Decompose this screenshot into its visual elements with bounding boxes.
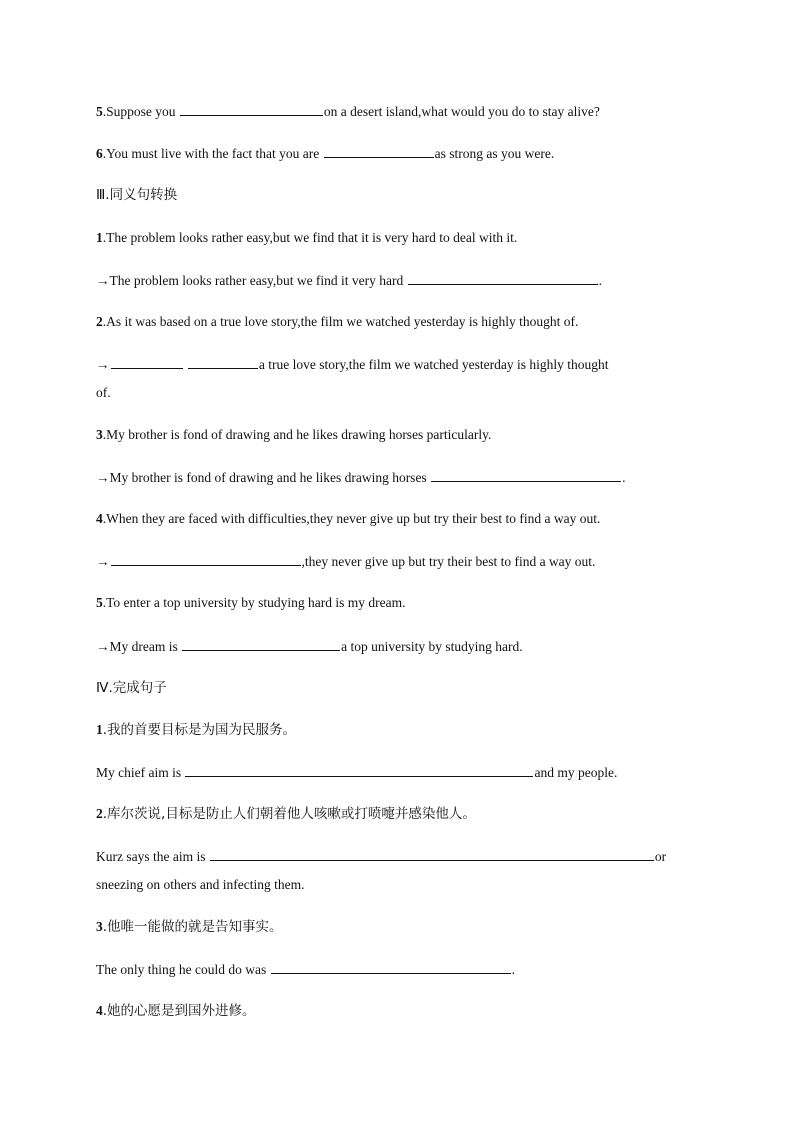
section-heading: Ⅲ.同义句转换	[96, 187, 178, 203]
answer-text: or	[654, 849, 667, 864]
s3-rewrite-5	[96, 637, 523, 656]
rewrite-text: →The problem looks rather easy,but we find it very hard	[96, 273, 407, 288]
question-text: .You must live with the fact that you are	[102, 146, 323, 161]
arrow: →	[96, 357, 110, 372]
answer-text: and my people.	[534, 765, 618, 780]
punctuation: .	[598, 273, 603, 288]
question-text: .My brother is fond of drawing and he likes drawing horses particularly.	[102, 427, 492, 442]
answer-blank[interactable]	[431, 468, 621, 482]
s4-answer-2-cont: sneezing on others and infecting them.	[96, 877, 305, 892]
s4-question-4	[96, 1002, 256, 1020]
question-text: as strong as you were.	[434, 146, 555, 161]
answer-blank[interactable]	[188, 355, 258, 369]
question-text: .As it was based on a true love story,the film we watched yesterday is highly thought of.	[102, 314, 579, 329]
arrow: →	[96, 554, 110, 569]
answer-blank[interactable]	[111, 552, 301, 566]
s4-question-2	[96, 805, 476, 823]
rewrite-text: →My dream is	[96, 639, 182, 654]
question-number: 5	[96, 104, 103, 119]
s3-rewrite-2	[96, 355, 609, 374]
s3-question-1	[96, 229, 517, 247]
question-number: 2	[96, 314, 103, 329]
answer-blank[interactable]	[324, 144, 434, 158]
answer-blank[interactable]	[210, 847, 654, 861]
s3-question-3	[96, 426, 491, 444]
s4-answer-1	[96, 763, 617, 782]
answer-text: The only thing he could do was	[96, 962, 270, 977]
s3-rewrite-1	[96, 271, 602, 290]
s4-question-3	[96, 918, 283, 936]
s3-question-4	[96, 510, 600, 528]
punctuation: .	[622, 470, 626, 485]
answer-blank[interactable]	[182, 637, 340, 651]
chinese-prompt: .我的首要目标是为国为民服务。	[102, 722, 297, 738]
exercise-5	[96, 102, 600, 121]
s3-rewrite-2-cont: of.	[96, 385, 111, 400]
question-number: 5	[96, 595, 103, 610]
question-text: .To enter a top university by studying hard is my dream.	[102, 595, 406, 610]
rewrite-text: →My brother is fond of drawing and he likes drawing horses	[96, 470, 431, 485]
question-number: 4	[96, 1003, 103, 1018]
answer-blank[interactable]	[180, 102, 323, 116]
s4-answer-3	[96, 960, 515, 979]
s3-question-5	[96, 594, 406, 612]
exercise-6	[96, 144, 554, 163]
rewrite-text: a true love story,the film we watched yesterday is highly thought	[258, 357, 609, 372]
question-number: 2	[96, 806, 103, 821]
section-heading: Ⅳ.完成句子	[96, 680, 167, 696]
question-text: on a desert island,what would you do to stay alive?	[323, 104, 600, 119]
question-number: 1	[96, 230, 103, 245]
rewrite-text: a top university by studying hard.	[341, 639, 523, 654]
chinese-prompt: .库尔茨说,目标是防止人们朝着他人咳嗽或打喷嚏并感染他人。	[102, 806, 476, 822]
answer-blank[interactable]	[408, 271, 598, 285]
question-text: .The problem looks rather easy,but we find that it is very hard to deal with it.	[102, 230, 518, 245]
s4-question-1	[96, 721, 296, 739]
s3-question-2	[96, 313, 578, 331]
question-number: 4	[96, 511, 103, 526]
question-number: 6	[96, 146, 103, 161]
question-number: 3	[96, 919, 103, 934]
question-text: .When they are faced with difficulties,they never give up but try their best to find a way out.	[102, 511, 601, 526]
question-number: 3	[96, 427, 103, 442]
question-text: .Suppose you	[102, 104, 179, 119]
answer-blank[interactable]	[111, 355, 183, 369]
answer-blank[interactable]	[271, 960, 511, 974]
answer-text: My chief aim is	[96, 765, 185, 780]
answer-text: Kurz says the aim is	[96, 849, 209, 864]
answer-blank[interactable]	[185, 763, 533, 777]
chinese-prompt: .她的心愿是到国外进修。	[102, 1003, 256, 1019]
s3-rewrite-3	[96, 468, 625, 487]
chinese-prompt: .他唯一能做的就是告知事实。	[102, 919, 283, 935]
punctuation: .	[511, 962, 515, 977]
s4-answer-2	[96, 847, 666, 866]
question-number: 1	[96, 722, 103, 737]
s3-rewrite-4	[96, 552, 595, 571]
rewrite-text: ,they never give up but try their best to find a way out.	[301, 554, 596, 569]
